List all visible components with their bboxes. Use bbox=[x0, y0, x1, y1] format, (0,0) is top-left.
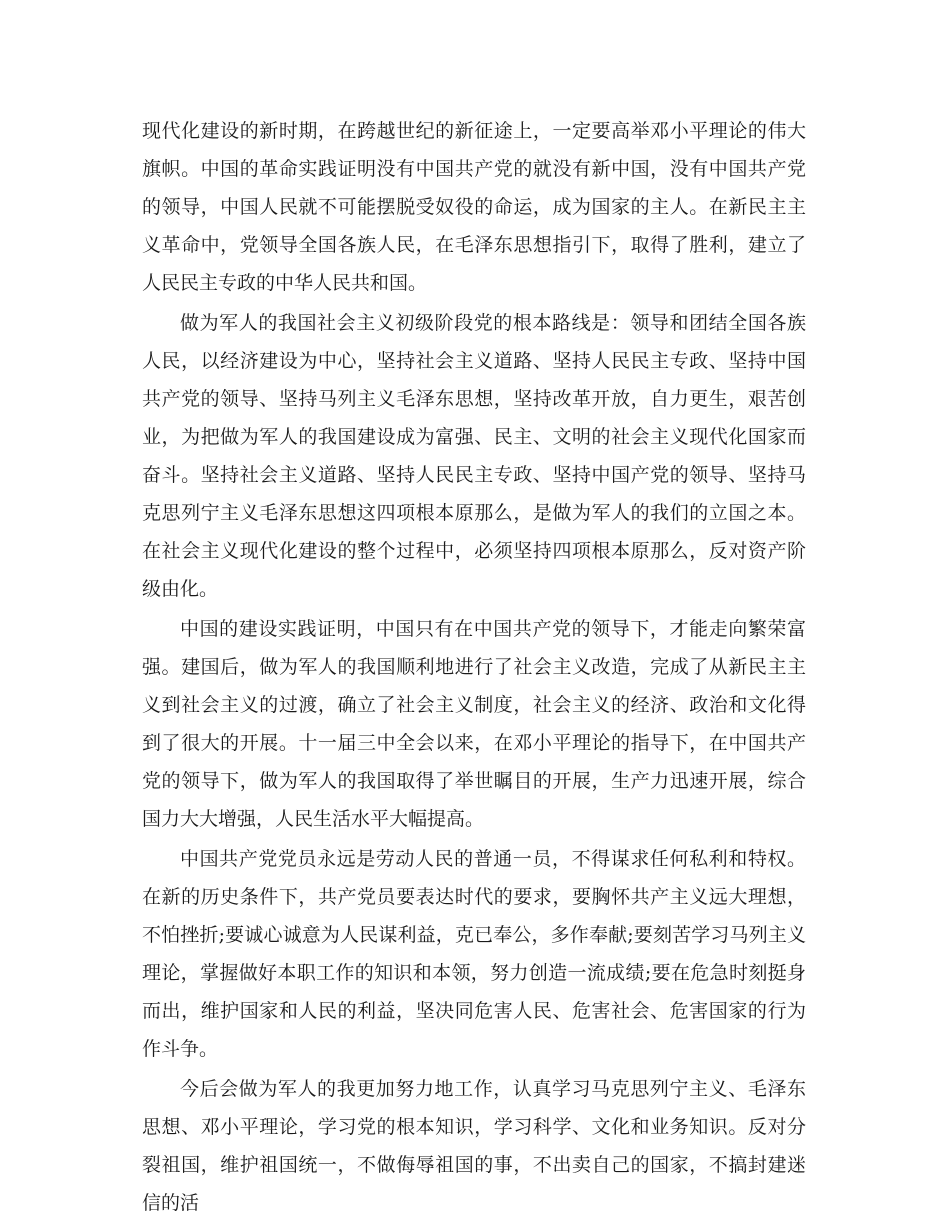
document-body bbox=[142, 112, 806, 1224]
paragraph-party-member-duties: 中国共产党党员永远是劳动人民的普通一员，不得谋求任何私利和特权。在新的历史条件下，共产党员要表达时代的要求，要胸怀共产主义远大理想，不怕挫折;要诚心诚意为人民谋利益，克已奉公，多作奉献;要刻苦学习马列主义理论，掌握做好本职工作的知识和本领，努力创造一流成绩;要在危急时刻挺身而出，维护国家和人民的利益，坚决同危害人民、危害社会、危害国家的行为作斗争。 bbox=[142, 848, 806, 1060]
paragraph-construction-practice: 中国的建设实践证明，中国只有在中国共产党的领导下，才能走向繁荣富强。建国后，做为军人的我国顺利地进行了社会主义改造，完成了从新民主主义到社会主义的过渡，确立了社会主义制度，社会主义的经济、政治和文化得到了很大的开展。十一届三中全会以来，在邓小平理论的指导下，在中国共产党的领导下，做为军人的我国取得了举世瞩目的开展，生产力迅速开展，综合国力大大增强，人民生活水平大幅提高。 bbox=[142, 618, 806, 830]
paragraph-future-commitment: 今后会做为军人的我更加努力地工作，认真学习马克思列宁主义、毛泽东思想、邓小平理论，学习党的根本知识，学习科学、文化和业务知识。反对分裂祖国，维护祖国统一，不做侮辱祖国的事，不出卖自己的国家，不搞封建迷信的活 bbox=[142, 1078, 806, 1214]
paragraph-party-basic-line: 做为军人的我国社会主义初级阶段党的根本路线是：领导和团结全国各族人民，以经济建设为中心，坚持社会主义道路、坚持人民民主专政、坚持中国共产党的领导、坚持马列主义毛泽东思想，坚持改革开放，自力更生，艰苦创业，为把做为军人的我国建设成为富强、民主、文明的社会主义现代化国家而奋斗。坚持社会主义道路、坚持人民民主专政、坚持中国产党的领导、坚持马克思列宁主义毛泽东思想这四项根本原那么，是做为军人的我们的立国之本。在社会主义现代化建设的整个过程中，必须坚持四项根本原那么，反对资产阶级由化。 bbox=[142, 312, 806, 600]
paragraph-continuation: 现代化建设的新时期，在跨越世纪的新征途上，一定要高举邓小平理论的伟大旗帜。中国的革命实践证明没有中国共产党的就没有新中国，没有中国共产党的领导，中国人民就不可能摆脱受奴役的命运，成为国家的主人。在新民主主义革命中，党领导全国各族人民，在毛泽东思想指引下，取得了胜利，建立了人民民主专政的中华人民共和国。 bbox=[142, 120, 806, 294]
